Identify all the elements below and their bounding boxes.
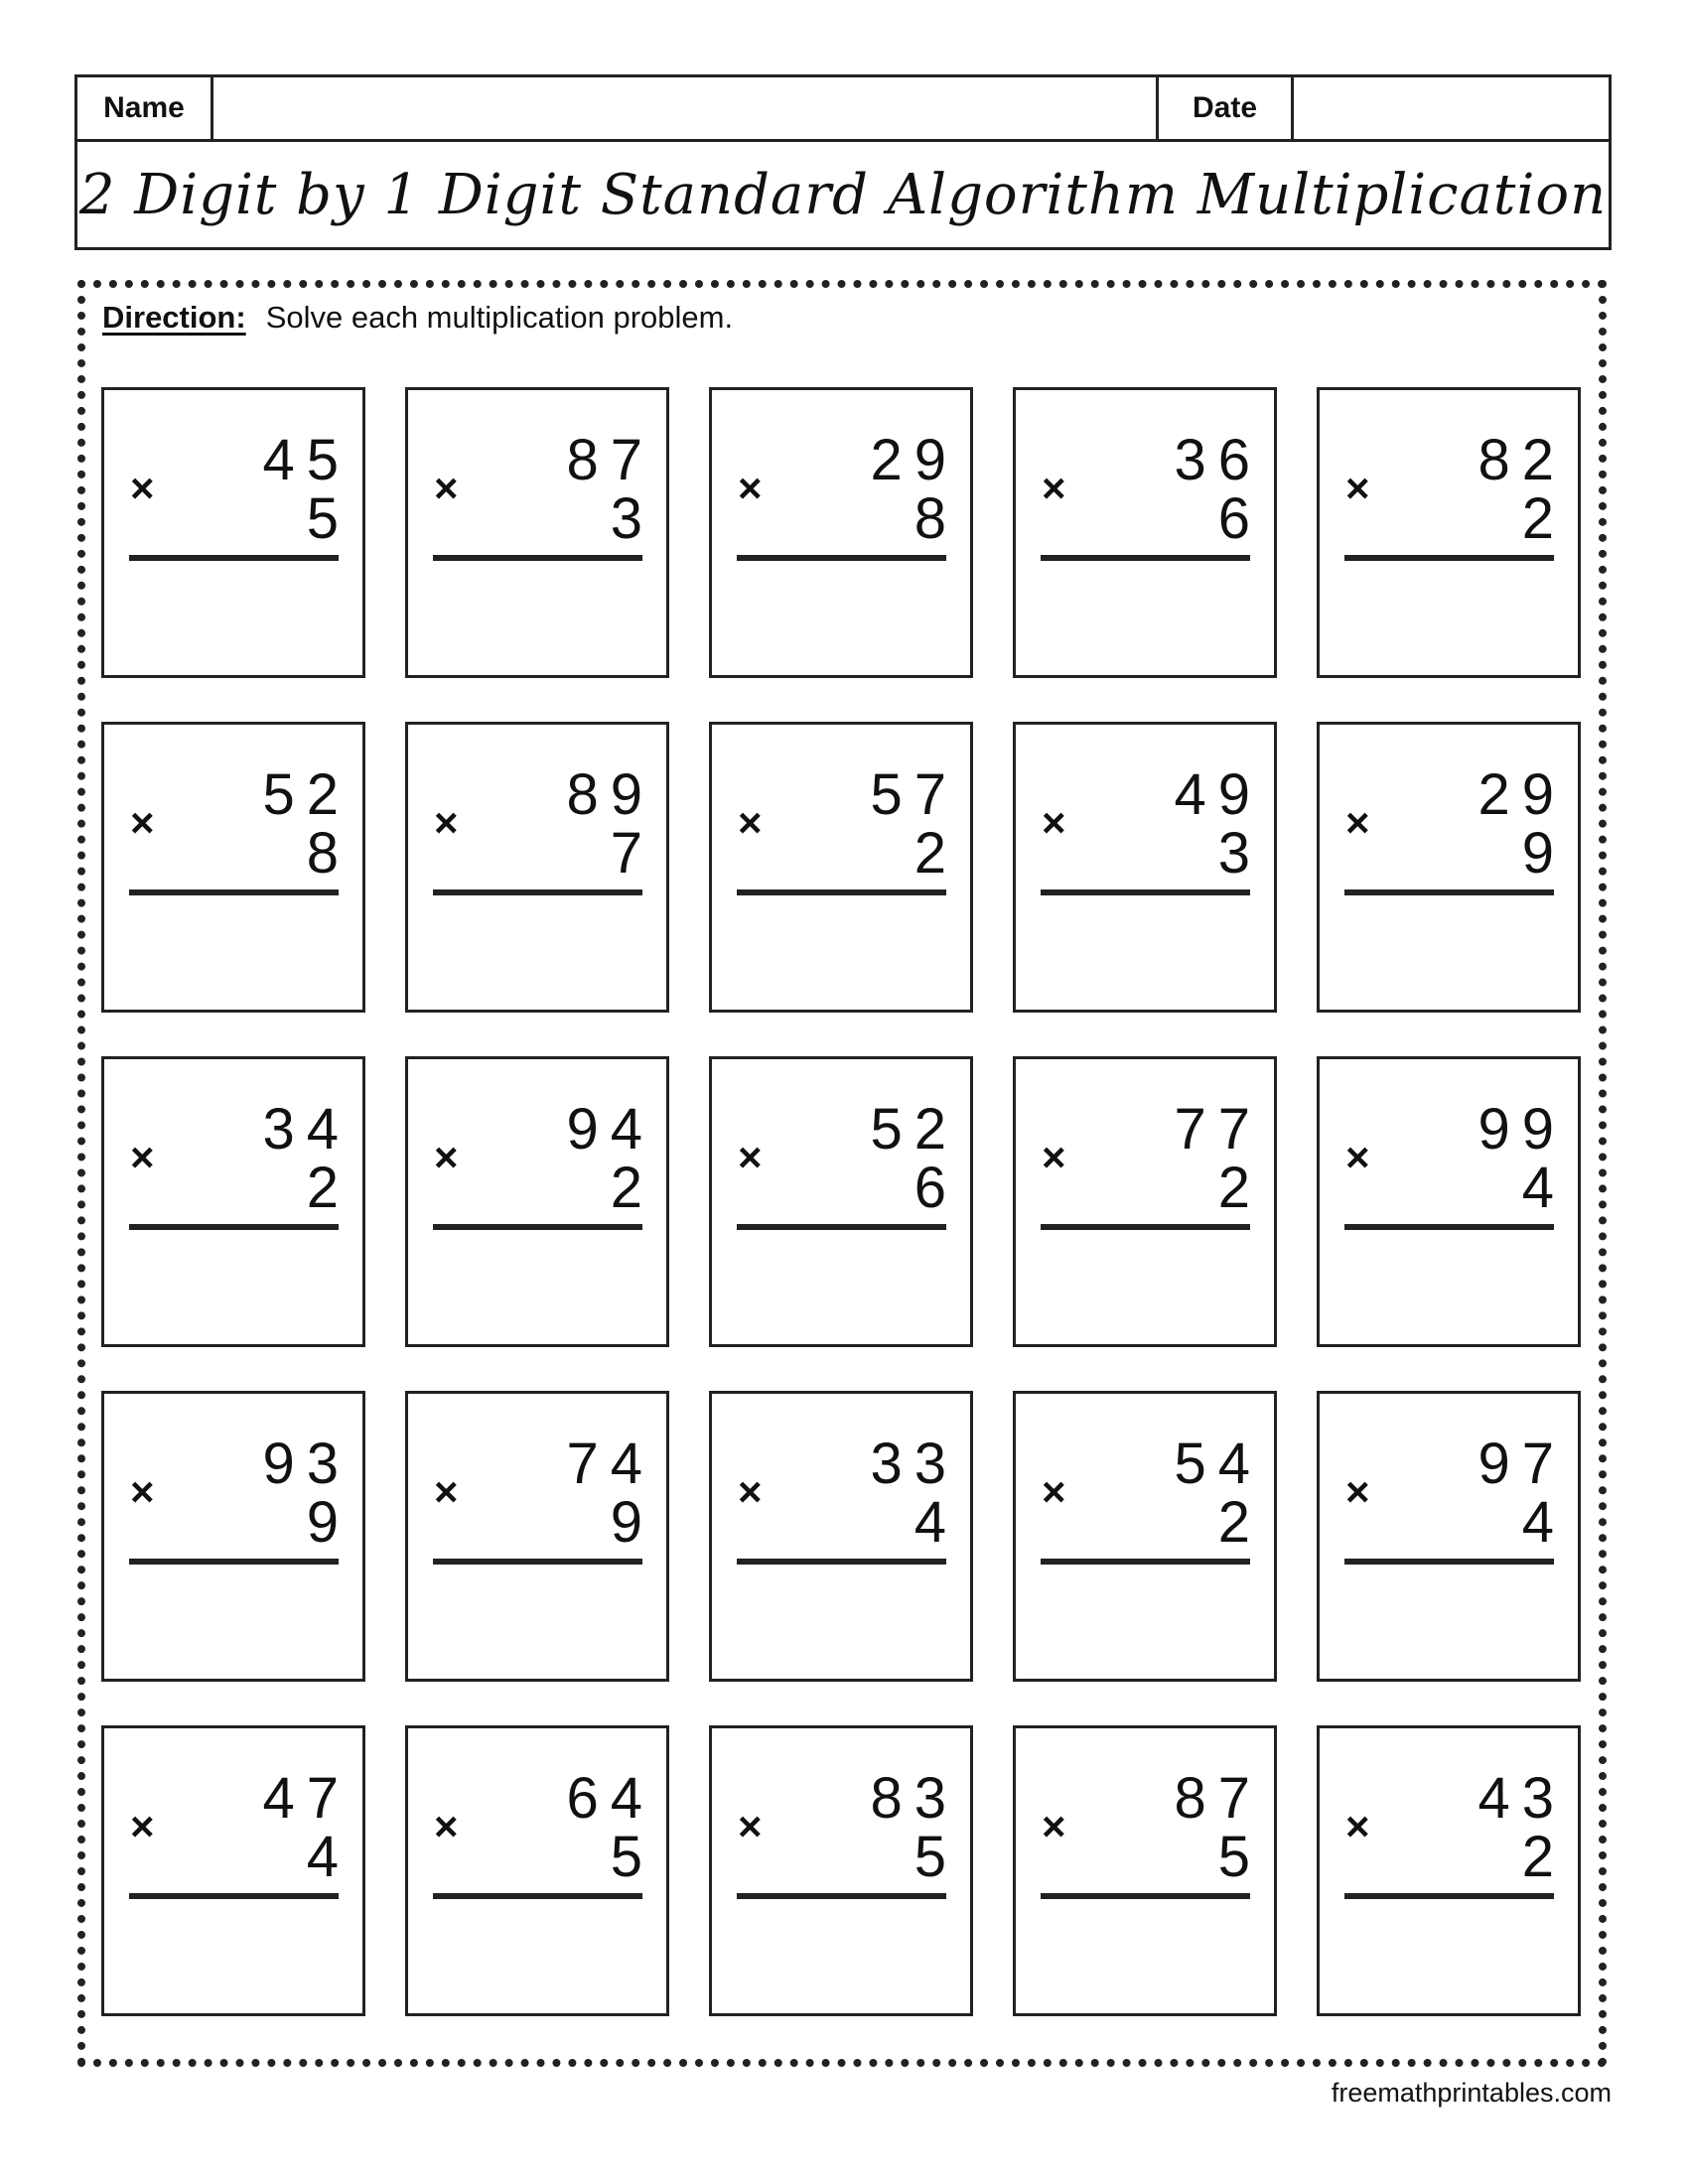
multiplicand: 82 <box>1477 428 1566 492</box>
multiplier: 5 <box>914 1825 958 1889</box>
problem-card[interactable] <box>405 387 669 678</box>
answer-line <box>1344 889 1554 895</box>
problem-card[interactable] <box>709 1056 973 1347</box>
multiplicand: 29 <box>1477 762 1566 827</box>
multiplier: 6 <box>914 1156 958 1220</box>
worksheet-header <box>74 74 1612 250</box>
multiplier: 6 <box>1217 486 1262 551</box>
problem-card[interactable] <box>709 1725 973 2016</box>
multiply-sign-icon: × <box>130 1468 155 1515</box>
multiplier: 4 <box>914 1490 958 1555</box>
multiplicand: 89 <box>566 762 654 827</box>
answer-line <box>737 1893 946 1899</box>
problem-card[interactable] <box>1317 722 1581 1013</box>
multiplicand: 94 <box>566 1097 654 1161</box>
multiplicand: 83 <box>870 1766 958 1831</box>
answer-line <box>129 1893 339 1899</box>
direction-text: Solve each multiplication problem. <box>265 300 734 335</box>
multiplicand: 43 <box>1477 1766 1566 1831</box>
answer-line <box>737 1559 946 1565</box>
multiplier: 5 <box>610 1825 654 1889</box>
date-field[interactable] <box>1294 77 1609 139</box>
multiplier: 2 <box>1217 1490 1262 1555</box>
answer-line <box>737 1224 946 1230</box>
multiply-sign-icon: × <box>434 465 459 511</box>
answer-line <box>129 1224 339 1230</box>
multiplier: 9 <box>1521 821 1566 886</box>
answer-line <box>433 1559 642 1565</box>
multiply-sign-icon: × <box>130 799 155 846</box>
multiplicand: 64 <box>566 1766 654 1831</box>
multiply-sign-icon: × <box>1042 1803 1066 1849</box>
multiplier: 2 <box>1521 486 1566 551</box>
multiply-sign-icon: × <box>130 1803 155 1849</box>
problem-card[interactable] <box>1013 722 1277 1013</box>
answer-line <box>1041 889 1250 895</box>
multiplier: 2 <box>1521 1825 1566 1889</box>
multiplicand: 29 <box>870 428 958 492</box>
answer-line <box>433 1893 642 1899</box>
multiply-sign-icon: × <box>738 799 763 846</box>
problem-card[interactable] <box>405 1725 669 2016</box>
problem-card[interactable] <box>709 387 973 678</box>
problem-card[interactable] <box>1317 1391 1581 1682</box>
multiply-sign-icon: × <box>738 1134 763 1180</box>
problem-card[interactable] <box>709 1391 973 1682</box>
multiply-sign-icon: × <box>130 465 155 511</box>
multiplicand: 49 <box>1174 762 1262 827</box>
problem-card[interactable] <box>1013 1056 1277 1347</box>
multiply-sign-icon: × <box>1042 1468 1066 1515</box>
multiplier: 9 <box>610 1490 654 1555</box>
multiplier: 4 <box>1521 1490 1566 1555</box>
direction-line <box>102 300 733 336</box>
answer-line <box>1344 555 1554 561</box>
answer-line <box>129 555 339 561</box>
answer-line <box>737 889 946 895</box>
problem-card[interactable] <box>1317 387 1581 678</box>
problem-card[interactable] <box>101 1056 365 1347</box>
multiplier: 8 <box>306 821 351 886</box>
multiply-sign-icon: × <box>434 1803 459 1849</box>
multiplier: 3 <box>1217 821 1262 886</box>
multiplicand: 87 <box>1174 1766 1262 1831</box>
problem-card[interactable] <box>101 1391 365 1682</box>
multiplier: 9 <box>306 1490 351 1555</box>
multiplier: 8 <box>914 486 958 551</box>
answer-line <box>1041 1893 1250 1899</box>
multiply-sign-icon: × <box>1345 1468 1370 1515</box>
answer-line <box>1041 1559 1250 1565</box>
multiplier: 3 <box>610 486 654 551</box>
multiply-sign-icon: × <box>738 465 763 511</box>
answer-line <box>433 555 642 561</box>
multiplicand: 47 <box>262 1766 351 1831</box>
multiplier: 2 <box>306 1156 351 1220</box>
multiply-sign-icon: × <box>1345 799 1370 846</box>
multiply-sign-icon: × <box>1042 465 1066 511</box>
problem-card[interactable] <box>709 722 973 1013</box>
answer-line <box>1344 1559 1554 1565</box>
problem-card[interactable] <box>1317 1056 1581 1347</box>
problem-card[interactable] <box>1013 387 1277 678</box>
multiplier: 2 <box>610 1156 654 1220</box>
answer-line <box>1344 1224 1554 1230</box>
multiplicand: 52 <box>870 1097 958 1161</box>
date-label: Date <box>1159 77 1294 139</box>
multiply-sign-icon: × <box>1345 1803 1370 1849</box>
multiplicand: 52 <box>262 762 351 827</box>
answer-line <box>1041 1224 1250 1230</box>
multiplier: 2 <box>914 821 958 886</box>
multiply-sign-icon: × <box>1345 465 1370 511</box>
problem-card[interactable] <box>101 387 365 678</box>
answer-line <box>433 889 642 895</box>
multiplicand: 57 <box>870 762 958 827</box>
multiplicand: 45 <box>262 428 351 492</box>
direction-label: Direction: <box>102 300 246 335</box>
answer-line <box>433 1224 642 1230</box>
multiplicand: 97 <box>1477 1432 1566 1496</box>
multiplicand: 74 <box>566 1432 654 1496</box>
problem-card[interactable] <box>405 722 669 1013</box>
multiply-sign-icon: × <box>1345 1134 1370 1180</box>
multiplicand: 33 <box>870 1432 958 1496</box>
multiplicand: 34 <box>262 1097 351 1161</box>
answer-line <box>1041 555 1250 561</box>
multiplicand: 99 <box>1477 1097 1566 1161</box>
multiplicand: 77 <box>1174 1097 1262 1161</box>
header-fields-row <box>77 77 1609 142</box>
answer-line <box>129 889 339 895</box>
multiplier: 5 <box>1217 1825 1262 1889</box>
problem-card[interactable] <box>1013 1391 1277 1682</box>
worksheet-title: 2 Digit by 1 Digit Standard Algorithm Multiplication <box>78 162 1608 227</box>
answer-line <box>737 555 946 561</box>
multiplicand: 36 <box>1174 428 1262 492</box>
problem-card[interactable] <box>1013 1725 1277 2016</box>
multiplicand: 54 <box>1174 1432 1262 1496</box>
multiply-sign-icon: × <box>434 1468 459 1515</box>
multiply-sign-icon: × <box>434 799 459 846</box>
problem-card[interactable] <box>1317 1725 1581 2016</box>
problem-card[interactable] <box>101 1725 365 2016</box>
multiplier: 7 <box>610 821 654 886</box>
multiplicand: 87 <box>566 428 654 492</box>
answer-line <box>129 1559 339 1565</box>
problem-card[interactable] <box>101 722 365 1013</box>
problem-grid <box>101 387 1581 2016</box>
multiply-sign-icon: × <box>130 1134 155 1180</box>
multiplier: 5 <box>306 486 351 551</box>
multiply-sign-icon: × <box>434 1134 459 1180</box>
multiplicand: 93 <box>262 1432 351 1496</box>
answer-line <box>1344 1893 1554 1899</box>
problem-card[interactable] <box>405 1056 669 1347</box>
problem-card[interactable] <box>405 1391 669 1682</box>
multiply-sign-icon: × <box>738 1803 763 1849</box>
multiplier: 4 <box>306 1825 351 1889</box>
name-label: Name <box>77 77 213 139</box>
multiply-sign-icon: × <box>738 1468 763 1515</box>
multiply-sign-icon: × <box>1042 799 1066 846</box>
multiplier: 4 <box>1521 1156 1566 1220</box>
footer-site: freemathprintables.com <box>1331 2078 1612 2108</box>
name-field[interactable] <box>213 77 1159 139</box>
multiply-sign-icon: × <box>1042 1134 1066 1180</box>
multiplier: 2 <box>1217 1156 1262 1220</box>
